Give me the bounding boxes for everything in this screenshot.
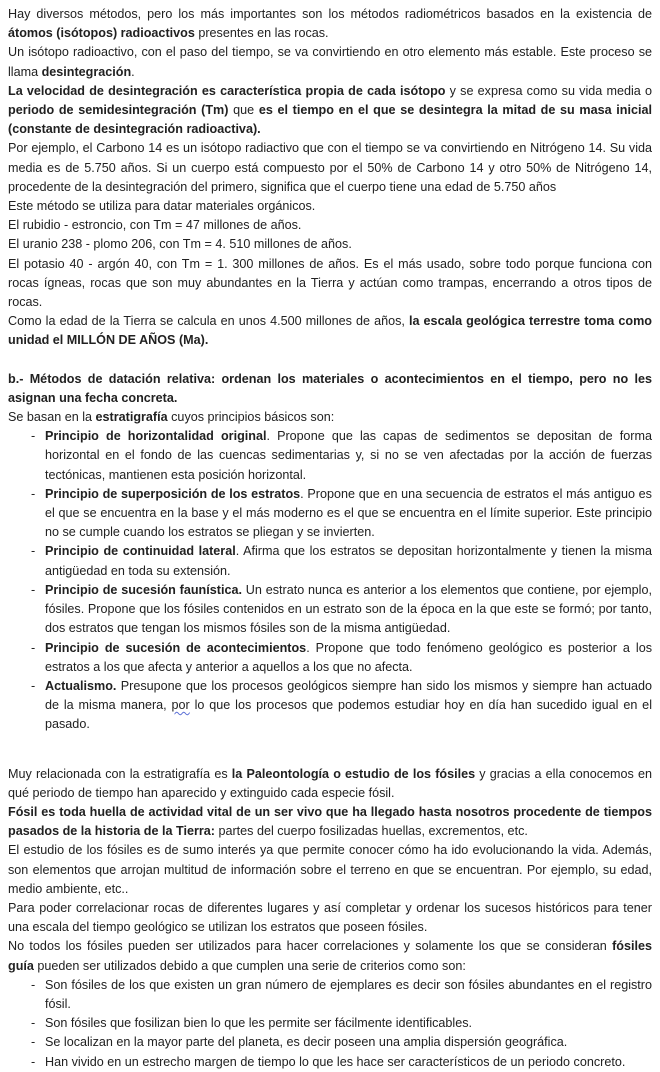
text-run: Se localizan en la mayor parte del planeta, es decir poseen una amplia dispersión geográfica. <box>45 1035 568 1050</box>
text-run: Han vivido en un estrecho margen de tiempo lo que les hace ser característicos de un periodo concreto. <box>45 1054 626 1069</box>
text-run: que <box>228 103 259 118</box>
text-run: Muy relacionada con la estratigrafía es <box>8 766 232 781</box>
list-item <box>8 976 652 1014</box>
list-bullet-dash: - <box>31 640 36 655</box>
list-bullet-dash: - <box>31 977 36 992</box>
list-item-text <box>45 542 652 580</box>
paragraph <box>8 43 652 81</box>
paragraph <box>8 370 652 408</box>
paragraph <box>8 765 652 803</box>
paragraph <box>8 139 652 197</box>
paragraph <box>8 235 652 254</box>
text-run: Principio de sucesión faunística. <box>45 582 242 597</box>
list-bullet-dash: - <box>31 1035 36 1050</box>
text-run: Un estrato nunca es anterior a los elementos que contiene, por ejemplo, fósiles. Propone que los fósiles contenidos en un estrato son de la época en la que este se formó; por tanto, dos estratos que tengan los mismos fósiles son de la misma antigüedad. <box>45 582 652 636</box>
list-item-text <box>45 485 652 543</box>
text-run: átomos (isótopos) radioactivos <box>8 26 195 41</box>
paragraph <box>8 408 652 427</box>
text-run: estratigrafía <box>95 410 168 425</box>
list-bullet-dash: - <box>31 486 36 501</box>
text-run: Fósil es toda huella de actividad vital de un ser vivo que ha llegado hasta nosotros procedente de tiempos pasados de la historia de la Tierra: <box>8 804 652 839</box>
text-run: cuyos principios básicos son: <box>167 410 335 425</box>
list-bullet-dash: - <box>31 429 36 444</box>
text-run: pueden ser utilizados debido a que cumplen una serie de criterios como son: <box>33 958 466 973</box>
text-run: es el tiempo en el que se desintegra la mitad de su masa inicial (constante de desintegración radioactiva). <box>8 103 652 137</box>
text-run: Son fósiles que fosilizan bien lo que les permite ser fácilmente identificables. <box>45 1016 473 1031</box>
text-run: fósiles guía <box>8 939 652 973</box>
text-run: la escala geológica terrestre toma como unidad el MILLÓN DE AÑOS (Ma). <box>8 314 652 348</box>
document-body <box>8 5 652 1072</box>
paragraph <box>8 803 652 841</box>
text-run: Este método se utiliza para datar materiales orgánicos. <box>8 199 316 214</box>
text-run: Hay diversos métodos, pero los más importantes son los métodos radiométricos basados en la existencia de <box>8 7 652 21</box>
text-run: Principio de sucesión de acontecimientos <box>45 640 307 655</box>
bullet-list <box>8 427 652 734</box>
list-item-text <box>45 581 652 639</box>
paragraph <box>8 312 652 350</box>
text-run: El estudio de los fósiles es de sumo interés ya que permite conocer cómo ha ido evolucionando la vida. Además, son elementos que arrojan multitud de información sobre el terreno en que se encuentran. Por ejemplo, su edad, medio ambiente, etc.. <box>8 843 652 896</box>
list-item-text <box>45 639 652 677</box>
paragraph <box>8 5 652 43</box>
text-run: Por ejemplo, el Carbono 14 es un isótopo radiactivo que con el tiempo se va convirtiendo en Nitrógeno 14. Su vida media es de 5.750 años. Si un cuerpo está compuesto por el 50% de Carbono 14 y otro 50% de Nitrógeno 14, procedente de la desintegración del primero, significa que el cuerpo tiene una edad de 5.750 años <box>8 141 652 194</box>
paragraph <box>8 82 652 140</box>
text-run: Un isótopo radioactivo, con el paso del tiempo, se va convirtiendo en otro elemento más estable. Este proceso se llama <box>8 45 652 79</box>
list-item-text <box>45 1053 652 1072</box>
list-bullet-dash: - <box>31 1016 36 1031</box>
list-item <box>8 1033 652 1052</box>
text-run: No todos los fósiles pueden ser utilizados para hacer correlaciones y solamente los que se consideran <box>8 939 613 954</box>
text-run: Actualismo. <box>45 678 117 693</box>
text-run: la Paleontología o estudio de los fósiles <box>231 766 476 781</box>
paragraph <box>8 841 652 899</box>
text-run: periodo de semidesintegración (Tm) <box>8 103 229 118</box>
text-run: . <box>131 64 135 79</box>
list-item <box>8 485 652 543</box>
text-run: . Propone que las capas de sedimentos se depositan de forma horizontal en el fondo de las cuencas sedimentarias y, si no se ven afectadas por la acción de fuerzas tectónicas, mantienen esta posición horizontal. <box>45 429 652 482</box>
text-run: El potasio 40 - argón 40, con Tm = 1. 300 millones de años. Es el más usado, sobre todo porque funciona con rocas ígneas, rocas que son muy abundantes en la Tierra y actúan como trampas, encerrando a otros tipos de rocas. <box>8 256 652 310</box>
text-run: Como la edad de la Tierra se calcula en unos 4.500 millones de años, <box>8 314 409 329</box>
text-run: . Propone que en una secuencia de estratos el más antiguo es el que se encuentra en la base y el más moderno es el que se encuentra en el límite superior. Este principio no se cumple cuando los estratos se pliegan y se invierten. <box>45 486 652 540</box>
text-run: Principio de continuidad lateral <box>45 544 236 559</box>
text-run: El uranio 238 - plomo 206, con Tm = 4. 510 millones de años. <box>8 237 352 252</box>
list-bullet-dash: - <box>31 544 36 559</box>
list-item-text <box>45 677 652 735</box>
list-item <box>8 639 652 677</box>
list-item <box>8 427 652 485</box>
paragraph <box>8 899 652 937</box>
paragraph <box>8 197 652 216</box>
list-bullet-dash: - <box>31 582 36 597</box>
text-run: Principio de horizontalidad original <box>45 429 267 444</box>
paragraph <box>8 937 652 975</box>
text-run: El rubidio - estroncio, con Tm = 47 millones de años. <box>8 218 302 233</box>
paragraph <box>8 255 652 313</box>
list-bullet-dash: - <box>31 1054 36 1069</box>
text-run: Se basan en la <box>8 410 96 425</box>
list-item <box>8 542 652 580</box>
text-run: presentes en las rocas. <box>194 26 329 41</box>
list-item-text <box>45 976 652 1014</box>
text-run: Son fósiles de los que existen un gran número de ejemplares es decir son fósiles abundantes en el registro fósil. <box>45 977 652 1011</box>
list-bullet-dash: - <box>31 678 36 693</box>
list-item <box>8 581 652 639</box>
text-run: . Afirma que los estratos se depositan horizontalmente y tienen la misma antigüedad en toda su extensión. <box>45 544 652 578</box>
list-item-text <box>45 427 652 485</box>
text-run: por <box>171 698 190 713</box>
list-item-text <box>45 1033 652 1052</box>
paragraph-spacer <box>8 351 652 370</box>
text-run: lo que los procesos que podemos estudiar hoy en día han sucedido igual en el pasado. <box>45 698 652 732</box>
text-run: b.- Métodos de datación relativa: ordenan los materiales o acontecimientos en el tiempo, pero no les asignan una fecha concreta. <box>8 371 652 405</box>
text-run: y se expresa como su vida media o <box>445 83 652 98</box>
text-run: y gracias a ella conocemos en qué periodo de tiempo han aparecido y extinguido cada especie fósil. <box>8 766 652 800</box>
list-item <box>8 1053 652 1072</box>
list-item <box>8 677 652 735</box>
text-run: La velocidad de desintegración es característica propia de cada isótopo <box>8 83 446 98</box>
paragraph <box>8 216 652 235</box>
text-run: partes del cuerpo fosilizadas huellas, excrementos, etc. <box>214 824 528 839</box>
text-run: . Propone que todo fenómeno geológico es posterior a los estratos a los que afecta y anterior a aquellos a los que no afecta. <box>45 640 652 674</box>
text-run: Para poder correlacionar rocas de diferentes lugares y así completar y ordenar los sucesos históricos para tener una escala del tiempo geológico se utilizan los estratos que poseen fósiles. <box>8 900 652 935</box>
text-run: Presupone que los procesos geológicos siempre han sido los mismos y siempre han actuado de la misma manera, <box>45 678 652 713</box>
text-run: Principio de superposición de los estratos <box>45 486 301 501</box>
text-run: desintegración <box>41 64 132 79</box>
paragraph-spacer <box>8 735 652 765</box>
